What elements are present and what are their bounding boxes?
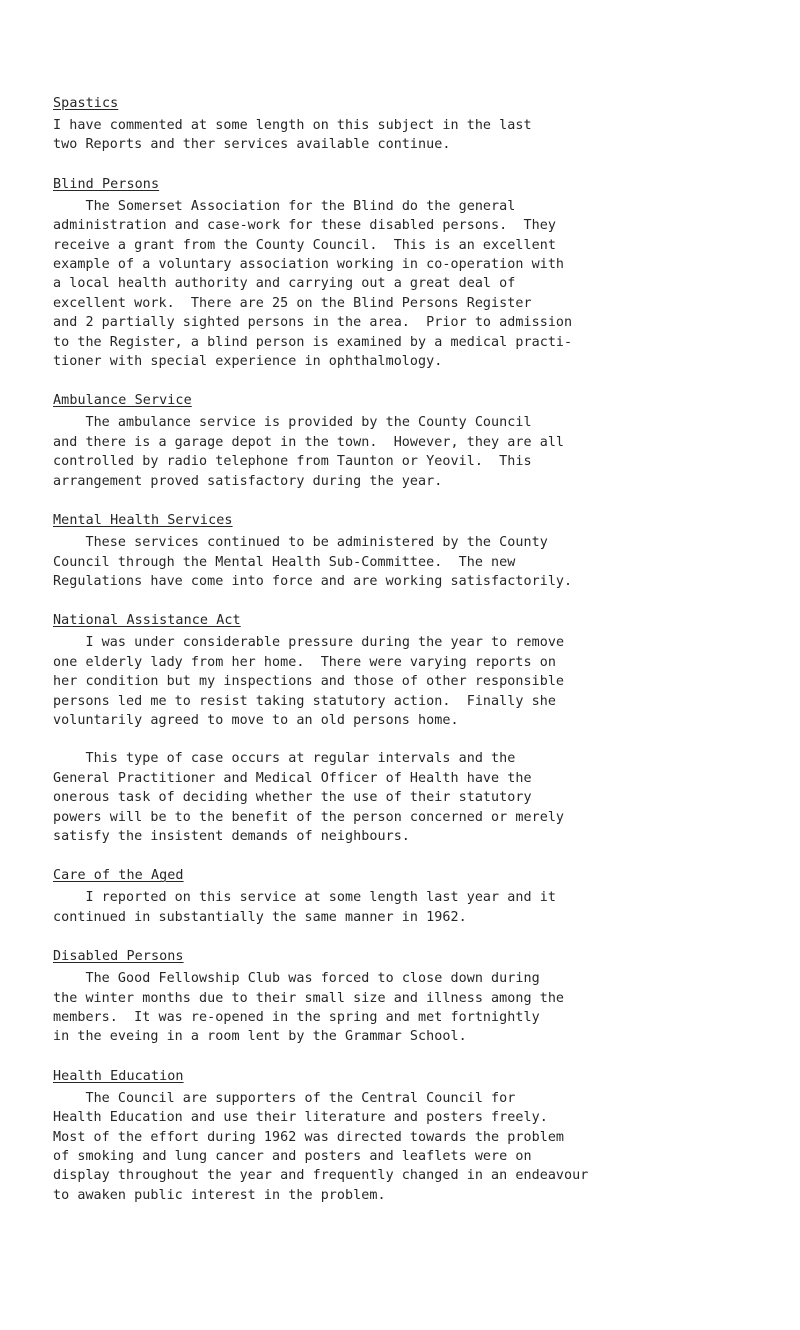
paragraph: These services continued to be administered by the County Council through the Mental Health Sub-Committee. The new Regulations have come into force and are working satisfactorily. — [53, 535, 573, 589]
paragraph: This type of case occurs at regular intervals and the General Practitioner and Medical Officer of Health have the onerous task of deciding whether the use of their statutory powers will be to the benefit of the person concerned or merely satisfy the insistent demands of neighbours. — [53, 751, 565, 844]
section-spastics — [53, 92, 773, 155]
section-heading: Care of the Aged — [53, 868, 184, 884]
paragraph: The Council are supporters of the Central Council for Health Education and use their literature and posters freely. Most of the effort during 1962 was directed towards the problem of smoking and lung cancer and posters and leaflets were on display throughout the year and frequently changed in an endeavour to awaken public interest in the problem. — [53, 1090, 589, 1203]
paragraph: I was under considerable pressure during the year to remove one elderly lady from her home. There were varying reports on her condition but my inspections and those of other responsible persons led me to resist taking statutory action. Finally she voluntarily agreed to move to an old persons home. — [53, 635, 565, 728]
paragraph: I reported on this service at some length last year and it continued in substantially the same manner in 1962. — [53, 890, 556, 925]
paragraph: The Good Fellowship Club was forced to close down during the winter months due to their small size and illness among the members. It was re-opened in the spring and met fortnightly in the eveing in a room lent by the Grammar School. — [53, 971, 565, 1045]
section-health-education — [53, 1065, 773, 1205]
document-page — [53, 92, 773, 1205]
section-heading: Ambulance Service — [53, 393, 192, 409]
section-heading: National Assistance Act — [53, 613, 241, 629]
paragraph: The ambulance service is provided by the County Council and there is a garage depot in the town. However, they are all controlled by radio telephone from Taunton or Yeovil. This arrangement proved satisfactory during the year. — [53, 415, 565, 489]
section-heading: Spastics — [53, 96, 119, 111]
section-disabled-persons — [53, 945, 773, 1047]
section-mental-health-services — [53, 509, 773, 591]
section-national-assistance-act — [53, 609, 773, 846]
paragraph: The Somerset Association for the Blind do the general administration and case-work for these disabled persons. They receive a grant from the County Council. This is an excellent example of a voluntary association working in co-operation with a local health authority and carrying out a great deal of excellent work. There are 25 on the Blind Persons Register and 2 partially sighted persons in the area. Prior to admission to the Register, a blind person is examined by a medical practi- tioner with special experience in ophthalmology. — [53, 198, 573, 370]
section-care-of-the-aged — [53, 864, 773, 927]
section-ambulance-service — [53, 389, 773, 491]
section-heading: Mental Health Services — [53, 513, 233, 529]
section-blind-persons — [53, 173, 773, 372]
section-heading: Disabled Persons — [53, 949, 184, 965]
section-heading: Blind Persons — [53, 176, 160, 192]
section-heading: Health Education — [53, 1068, 184, 1084]
paragraph: I have commented at some length on this subject in the last two Reports and ther services available continue. — [53, 118, 532, 153]
